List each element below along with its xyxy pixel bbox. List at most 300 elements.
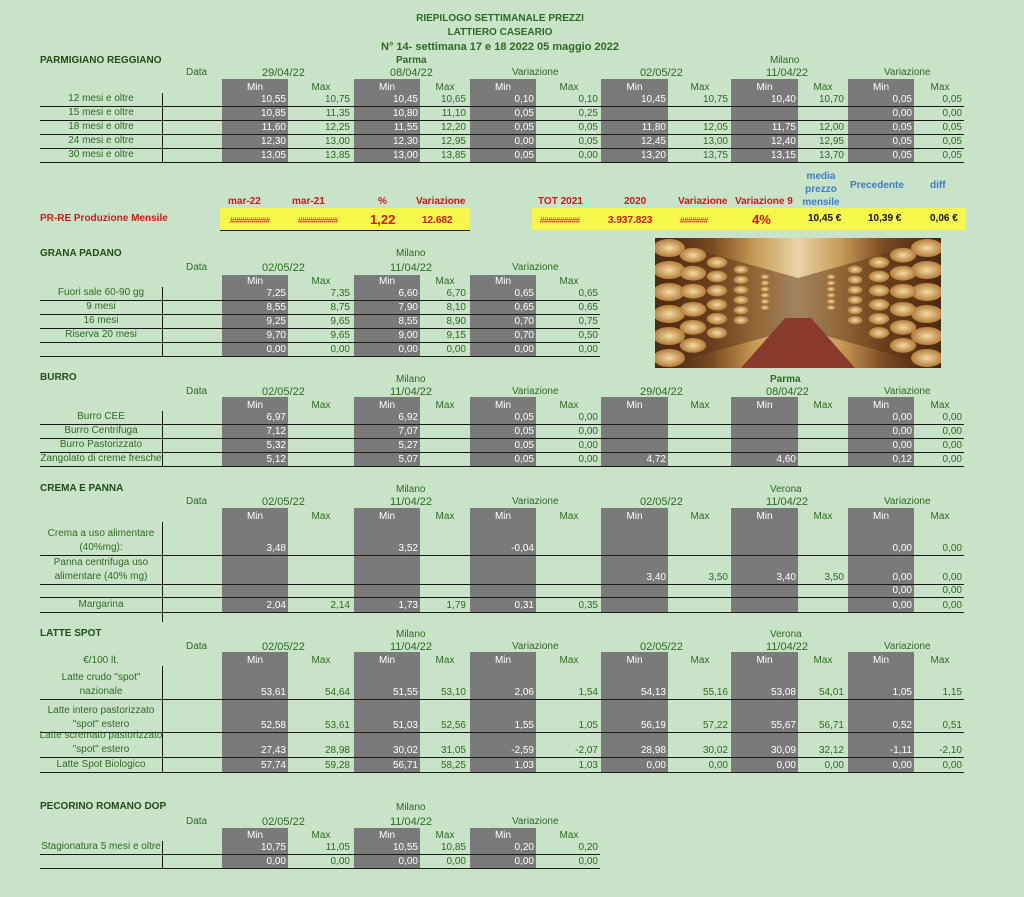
cheese-wheel-icon — [734, 296, 749, 304]
prre-value-tot2021: ########## — [540, 216, 580, 225]
grana-min-header-2: Min — [378, 276, 396, 287]
latte-row-line-3 — [40, 772, 964, 773]
latte-cell-3-11: 0,00 — [942, 760, 962, 771]
crema-label-divider — [162, 522, 163, 622]
crema-max-header-3: Max — [435, 511, 455, 522]
cheese-wheel-icon — [707, 257, 727, 269]
burro-max-header-11: Max — [930, 400, 950, 411]
parmigiano-cell-1-5: 0,25 — [578, 108, 598, 119]
grana-cell-2-5: 0,75 — [578, 316, 598, 327]
pecorino-cell-0-4: 0,20 — [514, 842, 534, 853]
parmigiano-label-divider — [162, 93, 163, 163]
burro-cell-0-5: 0,00 — [578, 412, 598, 423]
grana-city: Milano — [396, 248, 426, 259]
parmigiano-city-0: Parma — [396, 55, 427, 66]
parmigiano-row-label-1: 15 mesi e oltre — [68, 107, 134, 118]
latte-row-label2-2: "spot" estero — [72, 744, 130, 755]
crema-cell-0-11: 0,00 — [942, 543, 962, 554]
latte-row-label2-3: Latte Spot Biologico — [56, 759, 146, 770]
latte-min-header-4: Min — [494, 655, 512, 666]
parmigiano-cell-2-7: 12,05 — [702, 122, 728, 133]
grana-min-header-4: Min — [494, 276, 512, 287]
cheese-wheel-icon — [848, 316, 863, 324]
latte-min-header-10: Min — [872, 655, 890, 666]
grana-cell-1-2: 7,90 — [398, 302, 418, 313]
crema-cell-1-7: 3,50 — [708, 572, 728, 583]
latte-cell-2-9: 32,12 — [818, 745, 844, 756]
latte-date-2: 02/05/22 — [640, 641, 683, 653]
prre-header-mar21: mar-21 — [292, 196, 325, 207]
parmigiano-cell-4-0: 13,05 — [260, 150, 286, 161]
crema-city-0: Milano — [396, 484, 426, 495]
crema-row-label2-3: Margarina — [78, 599, 124, 610]
latte-cell-0-10: 1,05 — [892, 687, 912, 698]
burro-cell-1-11: 0,00 — [942, 426, 962, 437]
crema-cell-3-5: 0,35 — [578, 600, 598, 611]
latte-unit-label: €/100 lt. — [83, 655, 119, 666]
latte-cell-3-4: 1,03 — [514, 760, 534, 771]
latte-row-label1-0: Latte crudo "spot" — [61, 672, 141, 683]
pecorino-max-header-1: Max — [311, 830, 331, 841]
parmigiano-max-header-11: Max — [930, 82, 950, 93]
prre-value-diff: 0,06 € — [930, 213, 958, 224]
parmigiano-row-line-4 — [40, 162, 964, 163]
burro-min-header-8: Min — [756, 400, 773, 411]
parmigiano-section-title: PARMIGIANO REGGIANO — [40, 55, 162, 66]
burro-cell-3-4: 0,05 — [514, 454, 534, 465]
latte-cell-3-0: 57,74 — [260, 760, 286, 771]
parmigiano-cell-4-9: 13,70 — [818, 150, 844, 161]
latte-max-header-5: Max — [559, 655, 579, 666]
grana-max-header-1: Max — [311, 276, 331, 287]
burro-var-header-0: Variazione — [512, 386, 559, 397]
pecorino-cell-1-1: 0,00 — [330, 856, 350, 867]
burro-var-header-1: Variazione — [884, 386, 931, 397]
crema-cell-3-10: 0,00 — [892, 600, 912, 611]
parmigiano-date-2: 02/05/22 — [640, 67, 683, 79]
crema-cell-1-8: 3,40 — [776, 572, 796, 583]
latte-cell-1-0: 52,58 — [260, 720, 286, 731]
latte-cell-2-10: -1,11 — [889, 745, 912, 756]
parmigiano-max-header-7: Max — [690, 82, 710, 93]
pecorino-cell-1-0: 0,00 — [266, 856, 286, 867]
parmigiano-cell-4-3: 13,85 — [440, 150, 466, 161]
pecorino-cell-0-1: 11,05 — [325, 842, 350, 853]
grana-section-title: GRANA PADANO — [40, 248, 122, 259]
burro-cell-2-10: 0,00 — [892, 440, 912, 451]
cheese-wheel-icon — [761, 287, 770, 292]
cheese-wheel-icon — [761, 274, 770, 279]
parmigiano-cell-2-0: 11,60 — [261, 122, 286, 133]
cheese-wheel-icon — [848, 296, 863, 304]
grana-cell-3-3: 9,15 — [446, 330, 466, 341]
burro-cell-3-8: 4,60 — [776, 454, 796, 465]
parmigiano-max-header-9: Max — [813, 82, 833, 93]
burro-cell-2-4: 0,05 — [514, 440, 534, 451]
parmigiano-cell-3-5: 0,05 — [578, 136, 598, 147]
grana-cell-0-4: 0,65 — [514, 288, 534, 299]
cheese-wheel-icon — [680, 266, 706, 281]
cheese-wheel-icon — [707, 299, 727, 311]
parmigiano-cell-0-4: 0,10 — [514, 94, 534, 105]
parmigiano-max-header-1: Max — [311, 82, 331, 93]
pecorino-city: Milano — [396, 802, 426, 813]
parmigiano-cell-0-6: 10,45 — [640, 94, 666, 105]
parmigiano-row-label-3: 24 mesi e oltre — [68, 135, 134, 146]
parmigiano-cell-1-4: 0,05 — [514, 108, 534, 119]
latte-cell-2-5: -2,07 — [575, 745, 598, 756]
parmigiano-min-header-10: Min — [872, 82, 890, 93]
crema-date-2: 02/05/22 — [640, 496, 683, 508]
parmigiano-cell-0-2: 10,45 — [392, 94, 418, 105]
latte-cell-0-9: 54,01 — [818, 687, 844, 698]
cheese-wheel-icon — [707, 327, 727, 339]
latte-date-0: 02/05/22 — [262, 641, 305, 653]
parmigiano-cell-3-6: 12,45 — [640, 136, 666, 147]
parmigiano-cell-3-8: 12,40 — [770, 136, 796, 147]
parmigiano-cell-0-1: 10,75 — [324, 94, 350, 105]
prre-value-var: 12.682 — [422, 215, 453, 226]
pecorino-cell-1-4: 0,00 — [514, 856, 534, 867]
grana-cell-1-5: 0,65 — [578, 302, 598, 313]
cheese-wheel-icon — [761, 280, 770, 285]
crema-cell-1-10: 0,00 — [892, 572, 912, 583]
latte-min-header-2: Min — [378, 655, 396, 666]
burro-max-header-3: Max — [435, 400, 455, 411]
burro-cell-0-11: 0,00 — [942, 412, 962, 423]
cheese-wheel-icon — [890, 338, 916, 353]
crema-cell-2-11: 0,00 — [942, 585, 962, 596]
latte-cell-0-4: 2,06 — [514, 687, 534, 698]
crema-row-label1-0: Crema a uso alimentare — [47, 528, 155, 539]
cheese-wheel-icon — [734, 276, 749, 284]
burro-cell-2-11: 0,00 — [942, 440, 962, 451]
parmigiano-min-header-6: Min — [626, 82, 643, 93]
grana-cell-2-1: 9,65 — [330, 316, 350, 327]
cheese-shelves-graphic — [655, 238, 941, 368]
latte-cell-3-10: 0,00 — [892, 760, 912, 771]
parmigiano-var-header-0: Variazione — [512, 67, 559, 78]
latte-cell-2-8: 30,09 — [770, 745, 796, 756]
latte-cell-1-9: 56,71 — [818, 720, 844, 731]
latte-cell-0-7: 55,16 — [702, 687, 728, 698]
latte-cell-0-2: 51,55 — [392, 687, 418, 698]
crema-min-header-4: Min — [494, 511, 512, 522]
cheese-wheel-icon — [869, 285, 889, 297]
latte-cell-2-2: 30,02 — [392, 745, 418, 756]
pecorino-max-header-5: Max — [559, 830, 579, 841]
grana-cell-4-2: 0,00 — [398, 344, 418, 355]
cheese-wheel-icon — [827, 305, 836, 310]
burro-min-header-2: Min — [378, 400, 396, 411]
parmigiano-cell-0-0: 10,55 — [260, 94, 286, 105]
cheese-wheel-icon — [869, 299, 889, 311]
crema-row-label2-0: (40%mg): — [79, 542, 123, 553]
parmigiano-city-1: Milano — [770, 55, 800, 66]
burro-max-header-7: Max — [690, 400, 710, 411]
grana-cell-3-5: 0,50 — [578, 330, 598, 341]
burro-min-header-6: Min — [626, 400, 643, 411]
crema-row-line-1 — [40, 584, 964, 585]
parmigiano-cell-4-6: 13,20 — [640, 150, 666, 161]
parmigiano-cell-2-9: 12,00 — [818, 122, 844, 133]
parmigiano-cell-1-0: 10,85 — [260, 108, 286, 119]
cheese-wheel-icon — [761, 305, 770, 310]
burro-cell-1-2: 7,07 — [398, 426, 418, 437]
prre-header-pct: % — [378, 196, 387, 207]
grana-date-0: 02/05/22 — [262, 262, 305, 274]
burro-row-line-3 — [40, 466, 964, 467]
burro-cell-1-4: 0,05 — [514, 426, 534, 437]
parmigiano-min-header-8: Min — [756, 82, 773, 93]
crema-date-0: 02/05/22 — [262, 496, 305, 508]
grana-row-label-0: Fuori sale 60-90 gg — [57, 287, 145, 298]
pecorino-data-label: Data — [186, 816, 208, 827]
prre-header-2020: 2020 — [624, 196, 647, 207]
parmigiano-cell-1-10: 0,00 — [892, 108, 912, 119]
latte-cell-3-7: 0,00 — [708, 760, 728, 771]
grana-row-label-1: 9 mesi — [86, 301, 116, 312]
grana-cell-0-0: 7,25 — [266, 288, 286, 299]
crema-var-header-1: Variazione — [884, 496, 931, 507]
crema-max-header-11: Max — [930, 511, 950, 522]
latte-cell-1-6: 56,19 — [640, 720, 666, 731]
parmigiano-cell-3-1: 13,00 — [324, 136, 350, 147]
parmigiano-min-header-4: Min — [494, 82, 512, 93]
burro-cell-3-10: 0,12 — [892, 454, 912, 465]
latte-cell-2-1: 28,98 — [324, 745, 350, 756]
pecorino-cell-0-0: 10,75 — [260, 842, 286, 853]
parmigiano-cell-0-8: 10,40 — [770, 94, 796, 105]
latte-max-header-1: Max — [311, 655, 331, 666]
parmigiano-cell-4-10: 0,05 — [892, 150, 912, 161]
parmigiano-cell-3-4: 0,00 — [514, 136, 534, 147]
burro-cell-1-10: 0,00 — [892, 426, 912, 437]
parmigiano-cell-3-2: 12,30 — [392, 136, 418, 147]
prre-value-mar21: ########## — [298, 216, 338, 225]
crema-min-header-10: Min — [872, 511, 890, 522]
parmigiano-cell-4-5: 0,00 — [578, 150, 598, 161]
prre-value-precedente: 10,39 € — [868, 213, 902, 224]
prre-header-mar22: mar-22 — [228, 196, 261, 207]
cheese-wheel-icon — [848, 306, 863, 314]
latte-max-header-11: Max — [930, 655, 950, 666]
crema-cell-2-10: 0,00 — [892, 585, 912, 596]
grana-var-header: Variazione — [512, 262, 559, 273]
burro-cell-3-6: 4,72 — [646, 454, 666, 465]
burro-cell-1-5: 0,00 — [578, 426, 598, 437]
cheese-wheel-icon — [848, 286, 863, 294]
crema-max-header-5: Max — [559, 511, 579, 522]
cheese-wheel-icon — [827, 293, 836, 298]
prre-header-precedente: Precedente — [850, 180, 904, 191]
latte-cell-0-5: 1,54 — [578, 687, 598, 698]
latte-cell-0-8: 53,08 — [770, 687, 796, 698]
grana-cell-1-4: 0,65 — [514, 302, 534, 313]
grana-cell-3-2: 9,00 — [398, 330, 418, 341]
grana-cell-2-0: 9,25 — [266, 316, 286, 327]
pecorino-cell-0-3: 10,85 — [440, 842, 466, 853]
grana-label-divider — [162, 287, 163, 357]
crema-max-header-9: Max — [813, 511, 833, 522]
crema-min-header-2: Min — [378, 511, 396, 522]
latte-cell-1-3: 52,56 — [440, 720, 466, 731]
cheese-wheel-icon — [707, 285, 727, 297]
latte-cell-0-6: 54,13 — [640, 687, 666, 698]
latte-min-header-6: Min — [626, 655, 643, 666]
parmigiano-cell-1-11: 0,00 — [942, 108, 962, 119]
prre-value-2020: 3.937.823 — [608, 215, 653, 226]
grana-cell-4-0: 0,00 — [266, 344, 286, 355]
grana-cell-0-1: 7,35 — [330, 288, 350, 299]
crema-cell-1-9: 3,50 — [824, 572, 844, 583]
crema-row-label2-1: alimentare (40% mg) — [54, 571, 148, 582]
parmigiano-min-header-2: Min — [378, 82, 396, 93]
prre-header-tot2021: TOT 2021 — [538, 196, 583, 207]
crema-cell-3-11: 0,00 — [942, 600, 962, 611]
grana-cell-2-3: 8,90 — [446, 316, 466, 327]
grana-cell-2-4: 0,70 — [514, 316, 534, 327]
cheese-wheel-icon — [680, 248, 706, 263]
grana-cell-3-1: 9,65 — [330, 330, 350, 341]
pecorino-cell-0-5: 0,20 — [578, 842, 598, 853]
crema-cell-3-2: 1,73 — [398, 600, 418, 611]
burro-cell-2-0: 5,32 — [266, 440, 286, 451]
pecorino-min-header-2: Min — [378, 830, 396, 841]
report-title-line1: RIEPILOGO SETTIMANALE PREZZI — [416, 13, 584, 24]
cheese-wheel-icon — [848, 265, 863, 273]
cheese-wheel-icon — [869, 313, 889, 325]
cheese-wheel-icon — [848, 276, 863, 284]
burro-row-label-3: Zangolato di creme fresche — [40, 453, 162, 464]
cheese-wheel-icon — [827, 274, 836, 279]
burro-cell-0-0: 6,97 — [266, 412, 286, 423]
cheese-wheel-icon — [734, 316, 749, 324]
prre-value-media: 10,45 € — [808, 213, 842, 224]
crema-cell-1-11: 0,00 — [942, 572, 962, 583]
crema-cell-3-3: 1,79 — [446, 600, 466, 611]
parmigiano-cell-3-7: 13,00 — [702, 136, 728, 147]
burro-max-header-5: Max — [559, 400, 579, 411]
burro-cell-3-5: 0,00 — [578, 454, 598, 465]
crema-max-header-7: Max — [690, 511, 710, 522]
parmigiano-row-label-4: 30 mesi e oltre — [68, 149, 134, 160]
crema-cell-0-2: 3,52 — [398, 543, 418, 554]
latte-cell-2-0: 27,43 — [260, 745, 286, 756]
cheese-wheel-icon — [869, 257, 889, 269]
cheese-wheel-icon — [890, 266, 916, 281]
crema-min-header-8: Min — [756, 511, 773, 522]
latte-cell-0-11: 1,15 — [942, 687, 962, 698]
parmigiano-cell-0-5: 0,10 — [578, 94, 598, 105]
crema-cell-0-0: 3,48 — [266, 543, 286, 554]
latte-data-label: Data — [186, 641, 208, 652]
grana-max-header-5: Max — [559, 276, 579, 287]
parmigiano-row-label-0: 12 mesi e oltre — [68, 93, 134, 104]
cheese-wheel-icon — [707, 313, 727, 325]
burro-cell-3-0: 5,12 — [266, 454, 286, 465]
cheese-wheel-icon — [734, 306, 749, 314]
cheese-wheel-icon — [827, 287, 836, 292]
pecorino-section-title: PECORINO ROMANO DOP — [40, 801, 167, 812]
latte-cell-2-11: -2,10 — [939, 745, 962, 756]
crema-data-label: Data — [186, 496, 208, 507]
burro-cell-3-11: 0,00 — [942, 454, 962, 465]
cheese-wheel-icon — [707, 271, 727, 283]
latte-cell-1-8: 55,67 — [770, 720, 796, 731]
parmigiano-cell-3-0: 12,30 — [260, 136, 286, 147]
grana-cell-1-0: 8,55 — [266, 302, 286, 313]
parmigiano-cell-4-8: 13,15 — [770, 150, 796, 161]
parmigiano-cell-2-3: 12,20 — [440, 122, 466, 133]
latte-city-0: Milano — [396, 629, 426, 640]
latte-cell-1-2: 51,03 — [392, 720, 418, 731]
latte-cell-3-2: 56,71 — [392, 760, 418, 771]
grana-cell-0-3: 6,70 — [446, 288, 466, 299]
parmigiano-cell-2-6: 11,80 — [641, 122, 666, 133]
cheese-wheel-icon — [734, 286, 749, 294]
parmigiano-cell-4-2: 13,00 — [392, 150, 418, 161]
cheese-wheel-icon — [890, 320, 916, 335]
report-title-line3: N° 14- settimana 17 e 18 2022 05 maggio 2022 — [381, 41, 619, 53]
pecorino-var-header: Variazione — [512, 816, 559, 827]
latte-cell-2-6: 28,98 — [640, 745, 666, 756]
latte-cell-3-6: 0,00 — [646, 760, 666, 771]
parmigiano-var-header-1: Variazione — [884, 67, 931, 78]
burro-max-header-9: Max — [813, 400, 833, 411]
crema-max-header-1: Max — [311, 511, 331, 522]
grana-row-label-2: 16 mesi — [83, 315, 119, 326]
grana-row-label-3: Riserva 20 mesi — [65, 329, 137, 340]
prre-label: PR-RE Produzione Mensile — [40, 213, 168, 224]
cheese-wheel-icon — [680, 338, 706, 353]
grana-cell-3-4: 0,70 — [514, 330, 534, 341]
grana-cell-2-2: 8,55 — [398, 316, 418, 327]
pecorino-cell-0-2: 10,55 — [392, 842, 418, 853]
parmigiano-cell-2-1: 12,25 — [324, 122, 350, 133]
latte-cell-2-4: -2,59 — [511, 745, 534, 756]
latte-min-header-8: Min — [756, 655, 773, 666]
latte-cell-0-0: 53,61 — [260, 687, 286, 698]
prre-value-var9: 4% — [752, 212, 771, 227]
parmigiano-cell-0-3: 10,65 — [440, 94, 466, 105]
crema-min-header-6: Min — [626, 511, 643, 522]
parmigiano-min-header-0: Min — [246, 82, 264, 93]
grana-date-1: 11/04/22 — [390, 262, 433, 274]
crema-city-1: Verona — [770, 484, 802, 495]
cheese-wheel-icon — [761, 299, 770, 304]
prre-line-left — [220, 230, 470, 231]
cheese-wheel-icon — [827, 280, 836, 285]
parmigiano-cell-2-2: 11,55 — [393, 122, 418, 133]
crema-cell-0-4: -0,04 — [511, 543, 534, 554]
pecorino-row-line-1 — [40, 868, 600, 869]
latte-row-line-1 — [40, 732, 964, 733]
parmigiano-cell-3-10: 0,05 — [892, 136, 912, 147]
burro-cell-3-2: 5,07 — [398, 454, 418, 465]
cheese-wheel-icon — [827, 299, 836, 304]
parmigiano-date-3: 11/04/22 — [766, 67, 809, 79]
parmigiano-cell-0-9: 10,70 — [818, 94, 844, 105]
latte-row-line-0 — [40, 699, 964, 700]
parmigiano-cell-3-9: 12,95 — [818, 136, 844, 147]
parmigiano-cell-3-11: 0,05 — [942, 136, 962, 147]
latte-cell-3-9: 0,00 — [824, 760, 844, 771]
crema-cell-3-0: 2,04 — [266, 600, 286, 611]
cheese-wheel-icon — [869, 327, 889, 339]
latte-var-header-0: Variazione — [512, 641, 559, 652]
grana-data-label: Data — [186, 262, 208, 273]
